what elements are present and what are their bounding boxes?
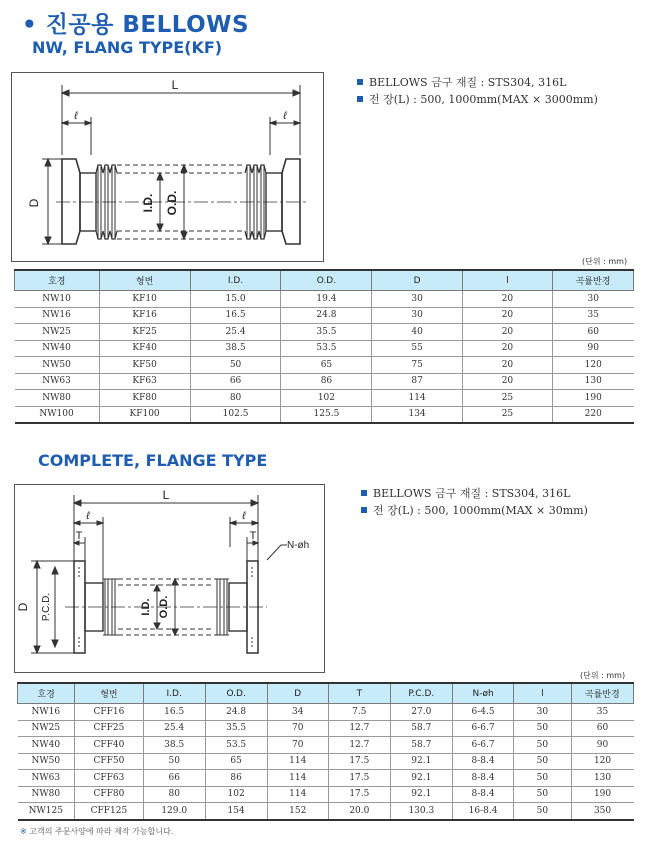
table-cell: 65	[281, 357, 372, 374]
table-cell: 34	[267, 704, 328, 721]
table-cell: 50	[514, 720, 571, 737]
cf-label-l-left: ℓ	[86, 510, 90, 522]
table-cell: 6-6.7	[452, 737, 513, 754]
table-cell: 27.0	[390, 704, 452, 721]
table-cell: 66	[190, 373, 281, 390]
label-l-right: ℓ	[283, 110, 287, 122]
table-cell: 15.0	[190, 291, 281, 308]
label-L: L	[171, 78, 179, 92]
page-title: • 진공용 BELLOWS	[22, 12, 250, 38]
cf-bellows-diagram	[14, 484, 325, 673]
table-cell: KF40	[99, 340, 190, 357]
table-cell: 58.7	[390, 720, 452, 737]
cf-label-T-right: T	[249, 530, 257, 542]
table-cell: NW40	[18, 737, 75, 754]
cf-section-title: COMPLETE, FLANGE TYPE	[38, 451, 268, 470]
table-cell: 30	[372, 307, 462, 324]
table-cell: 92.1	[390, 786, 452, 803]
table-cell: 20	[462, 291, 552, 308]
table-cell: 86	[205, 770, 267, 787]
table-cell: 20	[462, 357, 552, 374]
table-cell: CFF125	[75, 803, 143, 820]
kf-spec-length: 전 장(L) : 500, 1000mm(MAX × 3000mm)	[357, 91, 598, 108]
table-cell: 90	[553, 340, 634, 357]
table-cell: 19.4	[281, 291, 372, 308]
table-cell: 87	[372, 373, 462, 390]
table-cell: 24.8	[205, 704, 267, 721]
table-row	[15, 357, 634, 374]
table-cell: CFF25	[75, 720, 143, 737]
table-row	[18, 803, 634, 820]
cf-spec-material: BELLOWS 금구 재질 : STS304, 316L	[361, 485, 588, 502]
table-cell: 60	[571, 720, 633, 737]
table-cell: 17.5	[329, 786, 391, 803]
footer-note	[20, 826, 173, 837]
table-row	[15, 373, 634, 390]
label-ID: I.D.	[141, 193, 155, 213]
table-cell: 24.8	[281, 307, 372, 324]
table-row	[18, 737, 634, 754]
table-cell: 50	[514, 803, 571, 820]
table-cell: 25.4	[190, 324, 281, 341]
col-id: I.D.	[190, 270, 281, 291]
table-cell: KF10	[99, 291, 190, 308]
table-cell: 80	[190, 390, 281, 407]
table-cell: 6-6.7	[452, 720, 513, 737]
table-cell: KF100	[99, 406, 190, 423]
table-cell: 70	[267, 720, 328, 737]
table-cell: 58.7	[390, 737, 452, 754]
table-cell: 80	[143, 786, 205, 803]
table-cell: 90	[571, 737, 633, 754]
table-cell: 16-8.4	[452, 803, 513, 820]
table-row	[18, 720, 634, 737]
table-cell: 20	[462, 307, 552, 324]
table-cell: 190	[553, 390, 634, 407]
kf-table-header	[15, 270, 634, 291]
table-cell: 35.5	[205, 720, 267, 737]
table-cell: 20.0	[329, 803, 391, 820]
table-cell: 92.1	[390, 770, 452, 787]
table-row	[18, 753, 634, 770]
table-cell: 20	[462, 373, 552, 390]
table-row	[15, 291, 634, 308]
table-cell: 114	[372, 390, 462, 407]
cf-unit: (단위 : mm)	[580, 671, 626, 680]
kf-spec-material: BELLOWS 금구 재질 : STS304, 316L	[357, 74, 598, 91]
table-cell: 75	[372, 357, 462, 374]
cf-col-id: I.D.	[143, 683, 205, 704]
square-bullet-icon	[361, 507, 367, 513]
table-cell: NW25	[15, 324, 100, 341]
table-cell: 12.7	[329, 720, 391, 737]
table-cell: CFF63	[75, 770, 143, 787]
cf-label-T-left: T	[75, 530, 83, 542]
table-cell: 152	[267, 803, 328, 820]
cf-col-radius: 곡률반경	[571, 683, 633, 704]
kf-table	[14, 269, 634, 424]
table-cell: NW63	[18, 770, 75, 787]
table-cell: 6-4.5	[452, 704, 513, 721]
table-cell: 350	[571, 803, 633, 820]
table-cell: CFF40	[75, 737, 143, 754]
table-cell: 25.4	[143, 720, 205, 737]
cf-col-type: 형번	[75, 683, 143, 704]
table-cell: 17.5	[329, 770, 391, 787]
table-cell: 8-8.4	[452, 753, 513, 770]
table-cell: 130	[553, 373, 634, 390]
table-cell: 102	[205, 786, 267, 803]
table-cell: 50	[514, 737, 571, 754]
table-cell: 65	[205, 753, 267, 770]
table-cell: 134	[372, 406, 462, 423]
label-l-left: ℓ	[74, 110, 78, 122]
col-nw: 호경	[15, 270, 100, 291]
table-cell: NW50	[15, 357, 100, 374]
table-cell: 50	[514, 753, 571, 770]
table-cell: 50	[143, 753, 205, 770]
table-cell: 35	[571, 704, 633, 721]
table-cell: 38.5	[143, 737, 205, 754]
table-cell: 12.7	[329, 737, 391, 754]
table-cell: 70	[267, 737, 328, 754]
kf-unit: (단위 : mm)	[582, 257, 628, 266]
square-bullet-icon	[357, 79, 363, 85]
cf-col-l: l	[514, 683, 571, 704]
table-cell: 30	[553, 291, 634, 308]
table-cell: NW63	[15, 373, 100, 390]
table-cell: 35	[553, 307, 634, 324]
table-cell: NW16	[18, 704, 75, 721]
table-cell: 125.5	[281, 406, 372, 423]
table-cell: 102	[281, 390, 372, 407]
table-cell: NW125	[18, 803, 75, 820]
cf-table-header	[18, 683, 634, 704]
kf-specs	[357, 74, 598, 108]
cf-col-t: T	[329, 683, 391, 704]
table-cell: 129.0	[143, 803, 205, 820]
table-cell: 114	[267, 770, 328, 787]
table-cell: CFF16	[75, 704, 143, 721]
table-cell: 7.5	[329, 704, 391, 721]
square-bullet-icon	[361, 490, 367, 496]
table-cell: NW100	[15, 406, 100, 423]
table-cell: 154	[205, 803, 267, 820]
table-cell: 53.5	[205, 737, 267, 754]
cf-label-PCD: P.C.D.	[41, 592, 52, 622]
table-row	[15, 307, 634, 324]
table-cell: CFF50	[75, 753, 143, 770]
table-cell: 92.1	[390, 753, 452, 770]
cf-label-ID: I.D.	[140, 598, 152, 616]
cf-label-D: D	[16, 602, 30, 612]
table-cell: NW80	[18, 786, 75, 803]
note-text: 고객의 주문사양에 따라 제작 가능합니다.	[29, 827, 174, 836]
table-row	[15, 406, 634, 423]
table-cell: CFF80	[75, 786, 143, 803]
table-cell: 8-8.4	[452, 770, 513, 787]
table-cell: NW16	[15, 307, 100, 324]
table-cell: 55	[372, 340, 462, 357]
table-cell: KF25	[99, 324, 190, 341]
table-cell: 50	[514, 770, 571, 787]
table-cell: NW80	[15, 390, 100, 407]
table-row	[18, 770, 634, 787]
table-cell: KF16	[99, 307, 190, 324]
table-cell: 25	[462, 406, 552, 423]
cf-col-d: D	[267, 683, 328, 704]
table-cell: 16.5	[143, 704, 205, 721]
table-cell: KF50	[99, 357, 190, 374]
table-cell: 17.5	[329, 753, 391, 770]
col-od: O.D.	[281, 270, 372, 291]
table-cell: 102.5	[190, 406, 281, 423]
table-cell: 120	[571, 753, 633, 770]
table-row	[15, 340, 634, 357]
table-cell: 40	[372, 324, 462, 341]
cf-label-OD: O.D.	[158, 595, 170, 619]
table-cell: 35.5	[281, 324, 372, 341]
note-star: ※	[20, 827, 27, 836]
cf-label-L: L	[162, 488, 170, 502]
table-cell: NW40	[15, 340, 100, 357]
table-cell: 20	[462, 324, 552, 341]
table-cell: 53.5	[281, 340, 372, 357]
table-cell: NW10	[15, 291, 100, 308]
table-cell: 50	[190, 357, 281, 374]
table-cell: 30	[372, 291, 462, 308]
table-row	[15, 324, 634, 341]
table-cell: 130	[571, 770, 633, 787]
col-l: l	[462, 270, 552, 291]
cf-table	[17, 682, 634, 821]
table-cell: 114	[267, 753, 328, 770]
col-radius: 곡률반경	[553, 270, 634, 291]
table-cell: 50	[514, 786, 571, 803]
cf-label-Nh: N-øh	[287, 540, 310, 551]
table-row	[15, 390, 634, 407]
col-d: D	[372, 270, 462, 291]
table-cell: NW50	[18, 753, 75, 770]
table-cell: 38.5	[190, 340, 281, 357]
cf-spec-length: 전 장(L) : 500, 1000mm(MAX × 30mm)	[361, 502, 588, 519]
cf-col-pcd: P.C.D.	[390, 683, 452, 704]
table-cell: 120	[553, 357, 634, 374]
table-cell: NW25	[18, 720, 75, 737]
table-cell: 16.5	[190, 307, 281, 324]
table-cell: 30	[514, 704, 571, 721]
cf-label-l-right: ℓ	[242, 510, 246, 522]
label-D: D	[27, 198, 41, 208]
table-cell: 190	[571, 786, 633, 803]
cf-col-nh: N-øh	[452, 683, 513, 704]
table-cell: 25	[462, 390, 552, 407]
cf-specs	[361, 485, 588, 519]
table-cell: 60	[553, 324, 634, 341]
square-bullet-icon	[357, 96, 363, 102]
cf-col-od: O.D.	[205, 683, 267, 704]
table-cell: 20	[462, 340, 552, 357]
table-cell: 86	[281, 373, 372, 390]
cf-col-nw: 호경	[18, 683, 75, 704]
table-row	[18, 704, 634, 721]
table-cell: KF63	[99, 373, 190, 390]
kf-bellows-diagram	[11, 72, 324, 262]
page-subtitle: NW, FLANG TYPE(KF)	[32, 38, 223, 57]
table-row	[18, 786, 634, 803]
label-OD: O.D.	[165, 190, 179, 216]
table-cell: 130.3	[390, 803, 452, 820]
table-cell: 66	[143, 770, 205, 787]
table-cell: KF80	[99, 390, 190, 407]
table-cell: 114	[267, 786, 328, 803]
table-cell: 220	[553, 406, 634, 423]
table-cell: 8-8.4	[452, 786, 513, 803]
col-type: 형번	[99, 270, 190, 291]
